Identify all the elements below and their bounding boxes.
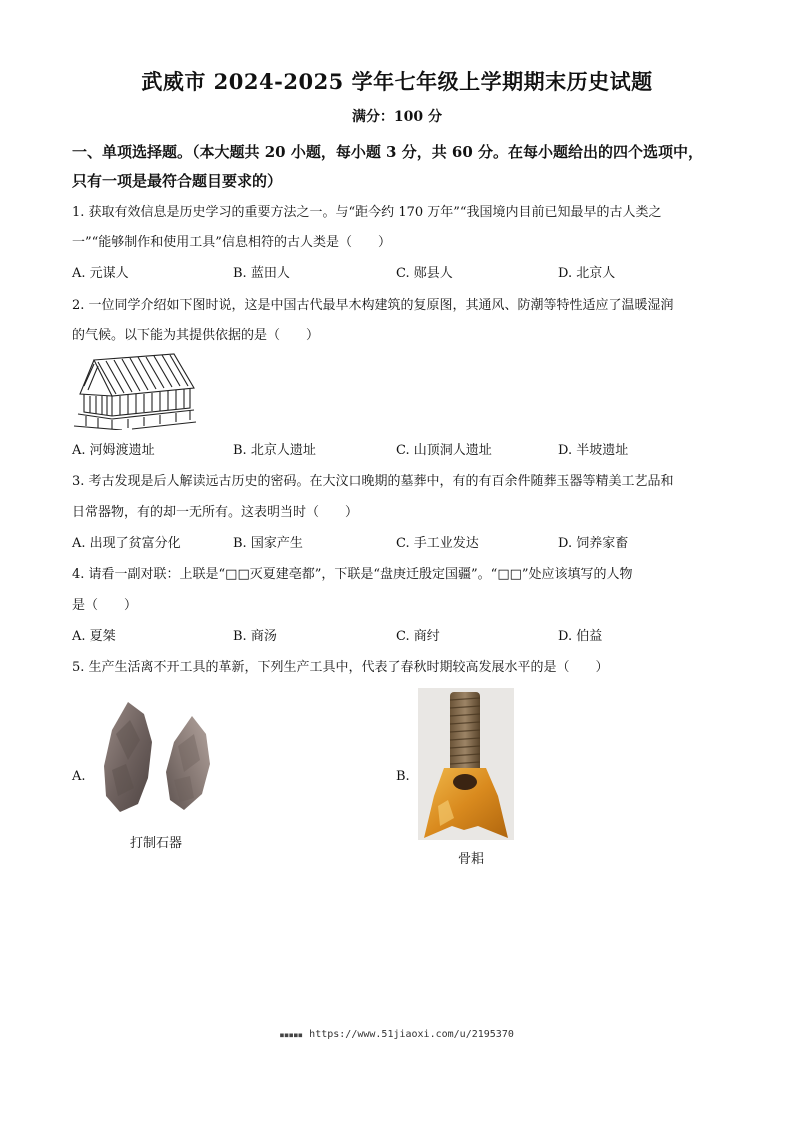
q3-option-b[interactable]: B. 国家产生 bbox=[233, 536, 303, 551]
page-title: 武威市 2024-2025 学年七年级上学期期末历史试题 bbox=[141, 69, 653, 94]
q2-option-d[interactable]: D. 半坡遗址 bbox=[558, 443, 629, 458]
footer-dots: ■■■■■ bbox=[280, 1032, 304, 1039]
q2-text-line-2: 的气候。以下能为其提供依据的是（ ） bbox=[72, 328, 320, 343]
q2-option-a[interactable]: A. 河姆渡遗址 bbox=[72, 443, 155, 458]
q3-text-line-2: 日常器物，有的却一无所有。这表明当时（ ） bbox=[72, 505, 359, 520]
q4-option-a[interactable]: A. 夏桀 bbox=[72, 629, 116, 644]
q3-text-line-1: 3. 考古发现是后人解读远古历史的密码。在大汶口晚期的墓葬中，有的有百余件随葬玉器等精美工艺品和 bbox=[72, 474, 674, 489]
q3-option-c[interactable]: C. 手工业发达 bbox=[396, 536, 479, 551]
q3-option-a[interactable]: A. 出现了贫富分化 bbox=[72, 536, 181, 551]
q2-option-b[interactable]: B. 北京人遗址 bbox=[233, 443, 316, 458]
q4-option-d[interactable]: D. 伯益 bbox=[558, 629, 603, 644]
stilt-house-illustration bbox=[72, 350, 198, 430]
q4-option-c[interactable]: C. 商纣 bbox=[396, 629, 440, 644]
q5-text-line-1: 5. 生产生活离不开工具的革新，下列生产工具中，代表了春秋时期较高发展水平的是（ ） bbox=[72, 660, 609, 675]
q1-option-d[interactable]: D. 北京人 bbox=[558, 266, 616, 281]
section-heading-line-2: 只有一项是最符合题目要求的） bbox=[72, 172, 283, 190]
q1-option-c[interactable]: C. 郧县人 bbox=[396, 266, 453, 281]
q5-caption-b: 骨耜 bbox=[458, 852, 485, 867]
q1-text-line-2: 一”“能够制作和使用工具”信息相符的古人类是（ ） bbox=[72, 235, 391, 250]
q1-option-a[interactable]: A. 元谋人 bbox=[72, 266, 129, 281]
q5-option-b[interactable]: B. bbox=[396, 769, 410, 784]
q5-option-a[interactable]: A. bbox=[72, 769, 86, 784]
q1-text-line-1: 1. 获取有效信息是历史学习的重要方法之一。与“距今约 170 万年”“我国境内目前已知最早的古人类之 bbox=[72, 205, 662, 220]
full-score: 满分：100 分 bbox=[351, 109, 443, 125]
q5-caption-a: 打制石器 bbox=[130, 836, 183, 851]
q1-option-b[interactable]: B. 蓝田人 bbox=[233, 266, 290, 281]
q2-option-c[interactable]: C. 山顶洞人遗址 bbox=[396, 443, 492, 458]
section-heading-line-1: 一、单项选择题。（本大题共 20 小题，每小题 3 分，共 60 分。在每小题给出的四个选项中， bbox=[72, 143, 704, 161]
bone-spade-image[interactable] bbox=[418, 688, 514, 840]
q4-text-line-2: 是（ ） bbox=[72, 598, 138, 613]
footer-url[interactable]: https://www.51jiaoxi.com/u/2195370 bbox=[309, 1029, 514, 1040]
chipped-stone-tools-image[interactable] bbox=[94, 700, 220, 820]
q3-option-d[interactable]: D. 饲养家畜 bbox=[558, 536, 629, 551]
q4-option-b[interactable]: B. 商汤 bbox=[233, 629, 277, 644]
q4-text-line-1: 4. 请看一副对联：上联是“□□灭夏建亳都”，下联是“盘庚迁殷定国疆”。“□□”处应该填写的人物 bbox=[72, 567, 633, 582]
q2-text-line-1: 2. 一位同学介绍如下图时说，这是中国古代最早木构建筑的复原图，其通风、防潮等特性适应了温暖湿润 bbox=[72, 298, 674, 313]
footer bbox=[0, 1029, 794, 1040]
